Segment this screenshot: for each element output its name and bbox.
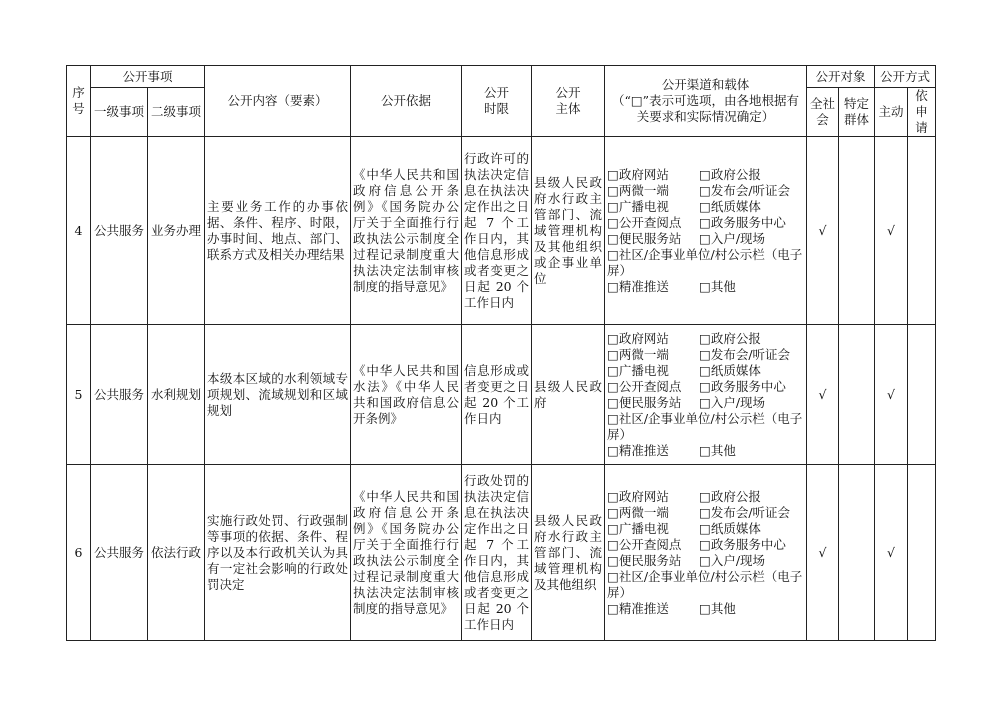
row-channels — [605, 465, 807, 641]
table-row — [67, 465, 936, 641]
channel-option: □精准推送 — [607, 442, 669, 458]
row-seq: 5 — [67, 325, 91, 465]
row-channels — [605, 325, 807, 465]
channel-option: □其他 — [699, 442, 736, 458]
channel-option: □入户/现场 — [699, 230, 766, 246]
row-level1: 公共服务 — [91, 325, 148, 465]
header-level1: 一级事项 — [91, 88, 148, 137]
row-active: √ — [875, 325, 908, 465]
channel-option: □便民服务站 — [607, 394, 682, 410]
channel-option: □政府网站 — [607, 166, 669, 182]
channel-option: □纸质媒体 — [699, 198, 761, 214]
header-subject: 公开 主体 — [532, 66, 605, 137]
channel-option: □政府公报 — [699, 488, 761, 504]
table-row — [67, 325, 936, 465]
header-active: 主动 — [875, 88, 908, 137]
header-content: 公开内容（要素） — [205, 66, 351, 137]
row-level2: 依法行政 — [148, 465, 205, 641]
header-basis: 公开依据 — [351, 66, 462, 137]
row-all-society: √ — [807, 137, 839, 325]
row-level1: 公共服务 — [91, 465, 148, 641]
channel-option: □其他 — [699, 278, 736, 294]
channel-option: □广播电视 — [607, 198, 669, 214]
channel-option: □政府公报 — [699, 330, 761, 346]
row-seq: 4 — [67, 137, 91, 325]
channel-option: □政务服务中心 — [699, 536, 786, 552]
channel-option: □其他 — [699, 600, 736, 616]
row-all-society: √ — [807, 465, 839, 641]
row-seq: 6 — [67, 465, 91, 641]
header-specific-group: 特定 群体 — [839, 88, 875, 137]
channel-option: □发布会/听证会 — [699, 346, 791, 362]
row-active: √ — [875, 465, 908, 641]
channel-option: □发布会/听证会 — [699, 504, 791, 520]
channel-option: □两微一端 — [607, 504, 669, 520]
channel-option: □便民服务站 — [607, 230, 682, 246]
channel-option: □两微一端 — [607, 346, 669, 362]
channel-option: □入户/现场 — [699, 394, 766, 410]
channel-option: □纸质媒体 — [699, 362, 761, 378]
channel-option: □政府网站 — [607, 330, 669, 346]
table-row — [67, 137, 936, 325]
channel-option: □公开查阅点 — [607, 214, 682, 230]
header-channel: 公开渠道和载体 （“□”表示可选项，由各地根据有关要求和实际情况确定） — [605, 66, 807, 137]
channel-option: □社区/企事业单位/村公示栏（电子屏） — [607, 246, 803, 278]
row-level2: 水利规划 — [148, 325, 205, 465]
channel-option: □公开查阅点 — [607, 378, 682, 394]
channel-option: □政府网站 — [607, 488, 669, 504]
row-level1: 公共服务 — [91, 137, 148, 325]
header-time-limit: 公开 时限 — [462, 66, 532, 137]
header-seq: 序号 — [67, 66, 91, 137]
row-content: 主要业务工作的办事依据、条件、程序、时限，办事时间、地点、部门、联系方式及相关办理结果 — [205, 137, 351, 325]
row-basis: 《中华人民共和国水法》《中华人民共和国政府信息公开条例》 — [351, 325, 462, 465]
row-subject: 县级人民政府 — [532, 325, 605, 465]
header-items: 公开事项 — [91, 66, 205, 88]
channel-option: □发布会/听证会 — [699, 182, 791, 198]
row-specific-group — [839, 325, 875, 465]
row-basis: 《中华人民共和国政府信息公开条例》《国务院办公厅关于全面推行行政执法公示制度全过程记录制度重大执法决定法制审核制度的指导意见》 — [351, 465, 462, 641]
row-on-request — [908, 325, 936, 465]
header-level2: 二级事项 — [148, 88, 205, 137]
row-subject: 县级人民政府水行政主管部门、流域管理机构及其他组织 — [532, 465, 605, 641]
row-subject: 县级人民政府水行政主管部门、流域管理机构及其他组织或企事业单位 — [532, 137, 605, 325]
row-time-limit: 行政许可的执法决定信息在执法决定作出之日起 7 个工作日内，其他信息形成或者变更之日起 20 个工作日内 — [462, 137, 532, 325]
channel-option: □公开查阅点 — [607, 536, 682, 552]
channel-option: □广播电视 — [607, 520, 669, 536]
row-content: 本级本区域的水利领域专项规划、流域规划和区域规划 — [205, 325, 351, 465]
channel-option: □精准推送 — [607, 278, 669, 294]
row-time-limit: 行政处罚的执法决定信息在执法决定作出之日起 7 个工作日内，其他信息形成或者变更之日起 20 个工作日内 — [462, 465, 532, 641]
channel-option: □便民服务站 — [607, 552, 682, 568]
channel-option: □社区/企事业单位/村公示栏（电子屏） — [607, 568, 803, 600]
row-on-request — [908, 465, 936, 641]
channel-option: □精准推送 — [607, 600, 669, 616]
channel-option: □政务服务中心 — [699, 378, 786, 394]
header-on-request: 依申 请 — [908, 88, 936, 137]
channel-option: □纸质媒体 — [699, 520, 761, 536]
row-content: 实施行政处罚、行政强制等事项的依据、条件、程序以及本行政机关认为具有一定社会影响的行政处罚决定 — [205, 465, 351, 641]
header-method: 公开方式 — [875, 66, 936, 88]
header-all-society: 全社 会 — [807, 88, 839, 137]
channel-option: □入户/现场 — [699, 552, 766, 568]
row-time-limit: 信息形成或者变更之日起 20 个工作日内 — [462, 325, 532, 465]
row-channels — [605, 137, 807, 325]
header-object: 公开对象 — [807, 66, 875, 88]
disclosure-table — [66, 65, 936, 641]
channel-option: □政府公报 — [699, 166, 761, 182]
row-on-request — [908, 137, 936, 325]
channel-option: □广播电视 — [607, 362, 669, 378]
row-level2: 业务办理 — [148, 137, 205, 325]
channel-option: □政务服务中心 — [699, 214, 786, 230]
row-specific-group — [839, 465, 875, 641]
row-active: √ — [875, 137, 908, 325]
row-basis: 《中华人民共和国政府信息公开条例》《国务院办公厅关于全面推行行政执法公示制度全过程记录制度重大执法决定法制审核制度的指导意见》 — [351, 137, 462, 325]
channel-option: □社区/企事业单位/村公示栏（电子屏） — [607, 410, 803, 442]
channel-option: □两微一端 — [607, 182, 669, 198]
row-specific-group — [839, 137, 875, 325]
row-all-society: √ — [807, 325, 839, 465]
